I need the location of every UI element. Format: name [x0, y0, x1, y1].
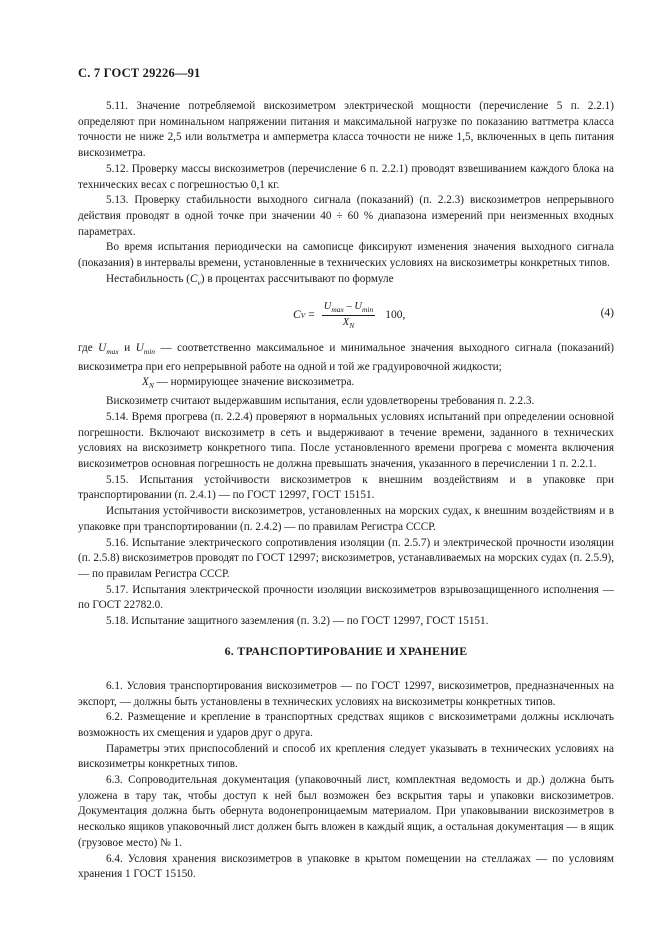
- formula-body: C V = $\frac{U_{max} - U_{min}}{X_N}$ 100,: [293, 300, 406, 330]
- paragraph-5-13: 5.13. Проверку стабильности выходного сигнала (показаний) (п. 2.2.3) вискозиметров непрерывного действия проводят в одной точке при значении 40 ÷ 60 % диапазона измерений при неизменных входных параметрах.: [78, 194, 614, 238]
- paragraph-instability: Нестабильность $(C_v)$ в процентах рассчитывают по формуле: [106, 272, 394, 287]
- legend-x: $X_N$ — нормирующее значение вискозиметра.: [142, 376, 355, 391]
- formula-4: [78, 297, 614, 337]
- paragraph-5-17: 5.17. Испытания электрической прочности изоляции вискозиметров взрывозащищенного исполнения — по ГОСТ 22782.0.: [78, 583, 614, 612]
- document-page: [78, 66, 614, 883]
- paragraph-periodic-recording: Во время испытания периодически на самописце фиксируют изменения значения выходного сигнала (показания) в интервалы времени, установленные в технических условиях на вискозиметры конкретных типов.: [78, 241, 614, 270]
- paragraph-6-3: 6.3. Сопроводительная документация (упаковочный лист, комплектная ведомость и др.) должна быть уложена в тару так, чтобы доступ к ней был возможен без вскрытия тары и упаковки вискозиметров. Документация должна быть обернута водонепроницаемым материалом. При упаковывании вискозиметров в несколько ящиков упаковочный лист должен быть вложен в каждый ящик, а остальная документация — в ящик (грузовое место) № 1.: [78, 774, 614, 849]
- paragraph-5-12: 5.12. Проверку массы вискозиметров (перечисление 6 п. 2.2.1) проводят взвешиванием каждого блока на технических весах с погрешностью 0,1 кг.: [78, 162, 614, 191]
- legend-u: где $U_{max}$ и $U_{min}$ — соответственно максимальное и минимальное значения выходного сигнала (показаний) вискозиметра при его непрерывной работе на одной и той же градуировочной жидкости;: [78, 341, 614, 373]
- paragraph-passed: Вискозиметр считают выдержавшим испытания, если удовлетворены требования п. 2.2.3.: [106, 395, 535, 408]
- formula-number: (4): [600, 306, 614, 319]
- paragraph-5-14: 5.14. Время прогрева (п. 2.2.4) проверяют в нормальных условиях испытаний при определении основной погрешности. Включают вискозиметр в сеть и выдерживают в течение времени, заданного в технических условиях на вискозиметр конкретного типа. После установленного времени прогрева с момента включения вискозиметров основная погрешность не должна превышать значения, указанного в перечислении 1 п. 2.2.1.: [78, 410, 614, 471]
- paragraph-5-11: 5.11. Значение потребляемой вискозиметром электрической мощности (перечисление 5 п. 2.2.1) определяют при номинальном напряжении питания и максимальной нагрузке по показанию ваттметра класса точности не ниже 2,5 или вольтметра и амперметра класса точности не ниже 1,5, включенных в цепь питания вискозиметра.: [78, 100, 614, 160]
- formula-denominator: $X_N$: [342, 316, 355, 330]
- formula-fraction: [322, 301, 375, 330]
- paragraph-5-15: 5.15. Испытания устойчивости вискозиметров к внешним воздействиям и в упаковке при транспортировании (п. 2.4.1) — по ГОСТ 12997, ГОСТ 15151.: [78, 473, 614, 502]
- paragraph-6-1: 6.1. Условия транспортирования вискозиметров — по ГОСТ 12997, вискозиметров, предназначенных на экспорт, — должны быть установлены в технических условиях на вискозиметры конкретных типов.: [78, 679, 614, 708]
- formula-numerator: $U_{max} - U_{min}$: [323, 300, 374, 314]
- paragraph-5-16: 5.16. Испытание электрического сопротивления изоляции (п. 2.5.7) и электрической прочности изоляции (п. 2.5.8) вискозиметров проводят по ГОСТ 12997; вискозиметров, устанавливаемых на морских судах (п. 2.5.9), — по правилам Регистра СССР.: [78, 536, 614, 580]
- paragraph-5-15-marine: Испытания устойчивости вискозиметров, установленных на морских судах, к внешним воздействиям и в упаковке при транспортировании (п. 2.4.2) — по правилам Регистра СССР.: [78, 505, 614, 533]
- paragraph-6-2-params: Параметры этих приспособлений и способ их крепления следует указывать в технических условиях на вискозиметры конкретных типов.: [78, 742, 614, 771]
- section-6-heading: 6. ТРАНСПОРТИРОВАНИЕ И ХРАНЕНИЕ: [224, 643, 468, 658]
- page-header: С. 7 ГОСТ 29226—91: [78, 66, 201, 80]
- formula-legend: [78, 341, 614, 395]
- paragraph-6-4: 6.4. Условия хранения вискозиметров в упаковке в крытом помещении на стеллажах — по условиям хранения 1 ГОСТ 15150.: [78, 852, 614, 881]
- paragraph-6-2: 6.2. Размещение и крепление в транспортных средствах ящиков с вискозиметрами должны исключать возможность их смещения и ударов друг о друга.: [78, 711, 614, 739]
- paragraph-5-18: 5.18. Испытание защитного заземления (п. 3.2) — по ГОСТ 12997, ГОСТ 15151.: [106, 615, 489, 628]
